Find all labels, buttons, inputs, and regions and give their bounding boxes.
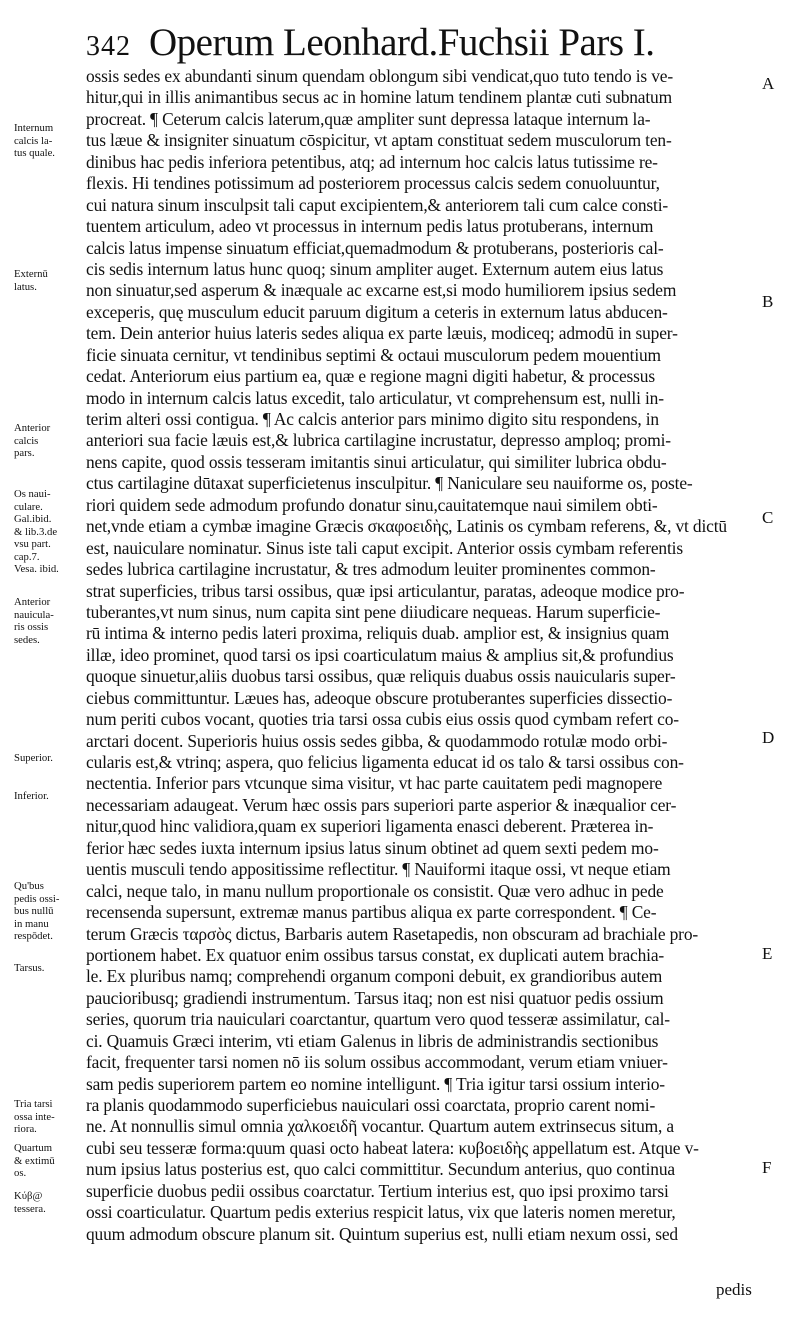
margin-note-line: riora.	[14, 1123, 37, 1135]
margin-note	[14, 422, 86, 460]
text-line: non sinuatur,sed asperum & inæquale ac excarne est,si modo humiliorem ipsius sedem	[86, 280, 677, 301]
text-line: ossis sedes ex abundanti sinum quendam oblongum sibi vendicat,quo tuto tendo is ve-	[86, 66, 673, 86]
margin-note-line: ossa inte-	[14, 1110, 55, 1123]
text-line: ferior hæc sedes iuxta internum ipsius latus sinum obtinet ad quem sexti pedem mo-	[86, 837, 659, 858]
margin-note-line: tus quale.	[14, 147, 55, 159]
margin-note-line: tessera.	[14, 1202, 46, 1215]
section-letter: C	[762, 508, 774, 527]
text-line: ne. At nonnullis simul omnia χαλκοειδῆ vocantur. Quartum autem extrinsecus situm, a	[86, 1116, 674, 1137]
margin-note	[14, 596, 86, 646]
margin-note-line: Superior.	[14, 752, 53, 764]
margin-note	[14, 880, 86, 943]
section-letter: A	[762, 74, 775, 93]
text-line: ctus cartilagine dūtaxat superficietenus insculpitur. ¶ Naniculare seu nauiforme os, poste-	[86, 473, 693, 494]
text-line: uentis musculi tendo appositissime reflectitur. ¶ Nauiformi itaque ossi, vt neque etiam	[86, 859, 671, 880]
text-line: cedat. Anteriorum eius partium ea, quæ e regione magni digiti habetur, & processus	[86, 366, 655, 387]
text-line: tuentem articulum, adeo vt processus in internum pedis latus protuberans, internum	[86, 216, 654, 237]
text-line: ciebus committuntur. Læues has, adeoque obscure protuberantes superficies dissectio-	[86, 687, 673, 708]
text-line: nectentia. Inferior pars vtcunque sima visitur, vt hac parte cauitatem pedi magnopere	[86, 773, 663, 794]
text-line: facit, frequenter tarsi nomen nō iis solum ossibus accommodant, verum etiam vniuer-	[86, 1052, 668, 1073]
margin-note-line: in manu	[14, 917, 49, 930]
text-line: ficie sinuata cernitur, vt tendinibus septimi & octaui musculorum pedem mouentium	[86, 344, 661, 365]
margin-note-line: calcis la-	[14, 134, 53, 147]
text-line: series, quorum tria nauiculari coarctantur, quartum vero quod tesseræ assimilatur, cal-	[86, 1009, 670, 1030]
margin-note-line: respōdet.	[14, 930, 53, 942]
margin-note	[14, 268, 86, 293]
text-line: quoque sinuetur,aliis duobus tarsi ossibus, quæ reliquis duabus ossis nauicularis super-	[86, 666, 676, 687]
margin-note-line: Os naui-	[14, 488, 51, 500]
text-line: sam pedis superiorem partem eo nomine intelligunt. ¶ Tria igitur tarsi ossium interio-	[86, 1073, 665, 1094]
margin-note-line: Externū	[14, 268, 48, 280]
text-line: recensenda supersunt, extremæ manus partibus aliqua ex parte correspondent. ¶ Ce-	[86, 902, 657, 923]
text-line: tem. Dein anterior huius lateris sedes aliqua ex parte læuis, modiceq; admodū in super-	[86, 323, 678, 344]
text-line: est, nauiculare nominatur. Sinus iste tali caput excipit. Anterior ossis cymbam referentis	[86, 537, 683, 558]
text-line: num periti cubos vocant, quoties tria tarsi ossa cubis eius ossis quod cymbam refert co-	[86, 709, 679, 730]
margin-note-line: Tarsus.	[14, 962, 45, 974]
text-line: tuberantes,vt num sinus, num capita sint pene diiudicare nequeas. Harum superficie-	[86, 601, 661, 622]
text-line: quum admodum obscure planum sit. Quintum superius est, nulli etiam nexum ossi, sed	[86, 1223, 678, 1244]
text-line: num ipsius latus posterius est, quo calci committitur. Secundum anterius, quo continua	[86, 1159, 675, 1180]
margin-note	[14, 962, 86, 975]
text-line: riori quidem sede admodum profundo donatur sinu,cauitatemque naui similem obti-	[86, 494, 658, 515]
margin-note-line: Κύβ@	[14, 1190, 43, 1202]
section-letters	[762, 0, 794, 1318]
margin-note-line: bus nullū	[14, 905, 54, 917]
margin-note	[14, 752, 86, 765]
margin-note-line: cap.7.	[14, 550, 40, 563]
text-line: nitur,quod hinc validiora,quam ex superiori ligamenta enasci deberent. Præterea in-	[86, 816, 654, 837]
text-line: flexis. Hi tendines potissimum ad posteriorem processus calcis sedem conuoluuntur,	[86, 173, 660, 194]
margin-note-line: Anterior	[14, 422, 51, 434]
text-line: ra planis quodammodo superficiebus nauiculari ossi coarctata, proprio carent nomi-	[86, 1095, 656, 1115]
text-line: ci. Quamuis Græci interim, vti etiam Galenus in libris de administrandis sectionibus	[86, 1030, 659, 1051]
margin-note	[14, 1190, 86, 1215]
text-line: arctari docent. Superioris huius ossis sedes gibba, & quodammodo rotulæ modo orbi-	[86, 730, 668, 751]
margin-note-line: calcis	[14, 434, 39, 447]
text-line: net,vnde etiam a cymbæ imagine Græcis σκαφοειδὴς, Latinis os cymbam referens, &, vt dictū	[86, 516, 727, 537]
section-letter: F	[762, 1158, 772, 1177]
text-line: illæ, ideo prominet, quod tarsi os ipsi coarticulatum maius & amplius sit,& profundius	[86, 644, 674, 665]
margin-note-line: os.	[14, 1167, 27, 1179]
text-line: cularis est,& vtrinq; aspera, quo felicius ligamenta educat id os talo & tarsi ossibus con-	[86, 752, 684, 772]
text-line: superficie duobus pedii ossibus coarctatur. Tertium interius est, quo ipsi proximo tarsi	[86, 1180, 669, 1201]
section-letter: B	[762, 292, 774, 311]
margin-note-line: Anterior	[14, 596, 51, 608]
text-line: procreat. ¶ Ceterum calcis laterum,quæ ampliter sunt depressa lataque internum la-	[86, 108, 651, 129]
text-line: modo in internum calcis latus excedit, talo articulatur, vt comprehensum est, nulli in-	[86, 387, 664, 408]
text-line: calcis latus impense sinuatum efficiat,quemadmodum & protuberans, posterioris cal-	[86, 237, 664, 258]
margin-note-line: Qu'bus	[14, 880, 44, 892]
margin-note-line: pars.	[14, 447, 35, 459]
running-head	[86, 20, 786, 70]
margin-note-line: nauicula-	[14, 608, 54, 621]
margin-note-line: pedis ossi-	[14, 892, 60, 905]
text-line: paucioribusq; gradiendi instrumentum. Tarsus itaq; non est nisi quatuor pedis ossium	[86, 987, 664, 1008]
text-line: le. Ex pluribus namq; comprehendi organum componi debuit, ex grandioribus autem	[86, 966, 663, 987]
section-letter: D	[762, 728, 775, 747]
section-letter: E	[762, 944, 773, 963]
catchword: pedis	[716, 1280, 752, 1299]
text-line: strat superficies, tribus tarsi ossibus, quæ ipsi articulantur, paratas, adeoque modice pro-	[86, 580, 685, 601]
margin-note	[14, 1098, 86, 1136]
text-line: nens capite, quod ossis tesseram imitantis sinui articulatur, qui similiter lubrica obdu-	[86, 451, 667, 472]
text-line: terim alteri ossi contigua. ¶ Ac calcis anterior pars minimo digito situ respondens, in	[86, 409, 659, 429]
margin-note-line: Quartum	[14, 1142, 53, 1154]
text-line: ossi coarticulatur. Quartum pedis exterius respicit latus, vix que lateris nomen meretur,	[86, 1202, 676, 1223]
text-line: exceperis, quę musculum educit paruum digitum a ceteris in externum latus abducen-	[86, 301, 668, 322]
running-title: Operum Leonhard.Fuchsii Pars I.	[149, 21, 655, 64]
text-line: calci, neque talo, in manu nullum proportionale os consistit. Quæ vero adhuc in pede	[86, 880, 664, 901]
margin-note-line: latus.	[14, 280, 37, 293]
text-line: cubi seu tesseræ forma:quum quasi octo habeat latera: κυβοειδὴς appellatum est. Atque v-	[86, 1137, 699, 1158]
margin-note-line: & lib.3.de	[14, 525, 58, 538]
main-text-column	[86, 66, 766, 1245]
text-line: rū intima & interno pedis lateri proxima, reliquis duab. amplior est, & insignius quam	[86, 623, 670, 644]
margin-note-line: Inferior.	[14, 790, 49, 802]
margin-note-line: Tria tarsi	[14, 1098, 53, 1110]
margin-note	[14, 488, 86, 576]
text-line: sedes lubrica cartilagine incrustatur, & tres admodum leuiter prominentes common-	[86, 559, 656, 580]
text-line: dinibus hac pedis inferiora petentibus, atq; ad internum hoc calcis latus tutissime re-	[86, 151, 658, 172]
text-line: terum Græcis ταρσὸς dictus, Barbaris autem Rasetapedis, non obscuram ad brachiale pro-	[86, 923, 698, 944]
text-line: tus læue & insigniter sinuatum cōspicitur, vt aptam constituat sedem musculorum ten-	[86, 130, 672, 151]
margin-note	[14, 122, 86, 160]
margin-note-line: Gal.ibid.	[14, 513, 52, 525]
page-number: 342	[86, 31, 131, 62]
margin-note-line: culare.	[14, 500, 43, 513]
text-line: cis sedis internum latus hunc quoq; sinum ampliter auget. Externum autem eius latus	[86, 258, 664, 279]
text-line: portionem habet. Ex quatuor enim ossibus tarsus constat, ex duplicati autem brachia-	[86, 944, 665, 965]
text-line: cui natura sinum insculpsit tali caput excipientem,& anteriorem tali cum calce consti-	[86, 194, 669, 215]
margin-note-line: Internum	[14, 122, 54, 134]
margin-note-line: vsu part.	[14, 538, 51, 550]
margin-notes	[14, 0, 86, 1318]
margin-note-line: Vesa. ibid.	[14, 563, 59, 575]
margin-note	[14, 790, 86, 803]
text-line: hitur,qui in illis animantibus secus ac in homine latum tendinem plantæ cuti subnatum	[86, 87, 672, 108]
margin-note-line: ris ossis	[14, 621, 49, 633]
text-line: necessariam adaugeat. Verum hæc ossis pars superiori parte asperior & inæqualior cer-	[86, 794, 677, 815]
margin-note	[14, 1142, 86, 1180]
margin-note-line: sedes.	[14, 633, 40, 646]
text-line: anteriori sua facie læuis est,& lubrica cartilagine incrustatur, depresso amploq; promi-	[86, 430, 671, 451]
margin-note-line: & extimū	[14, 1154, 55, 1167]
